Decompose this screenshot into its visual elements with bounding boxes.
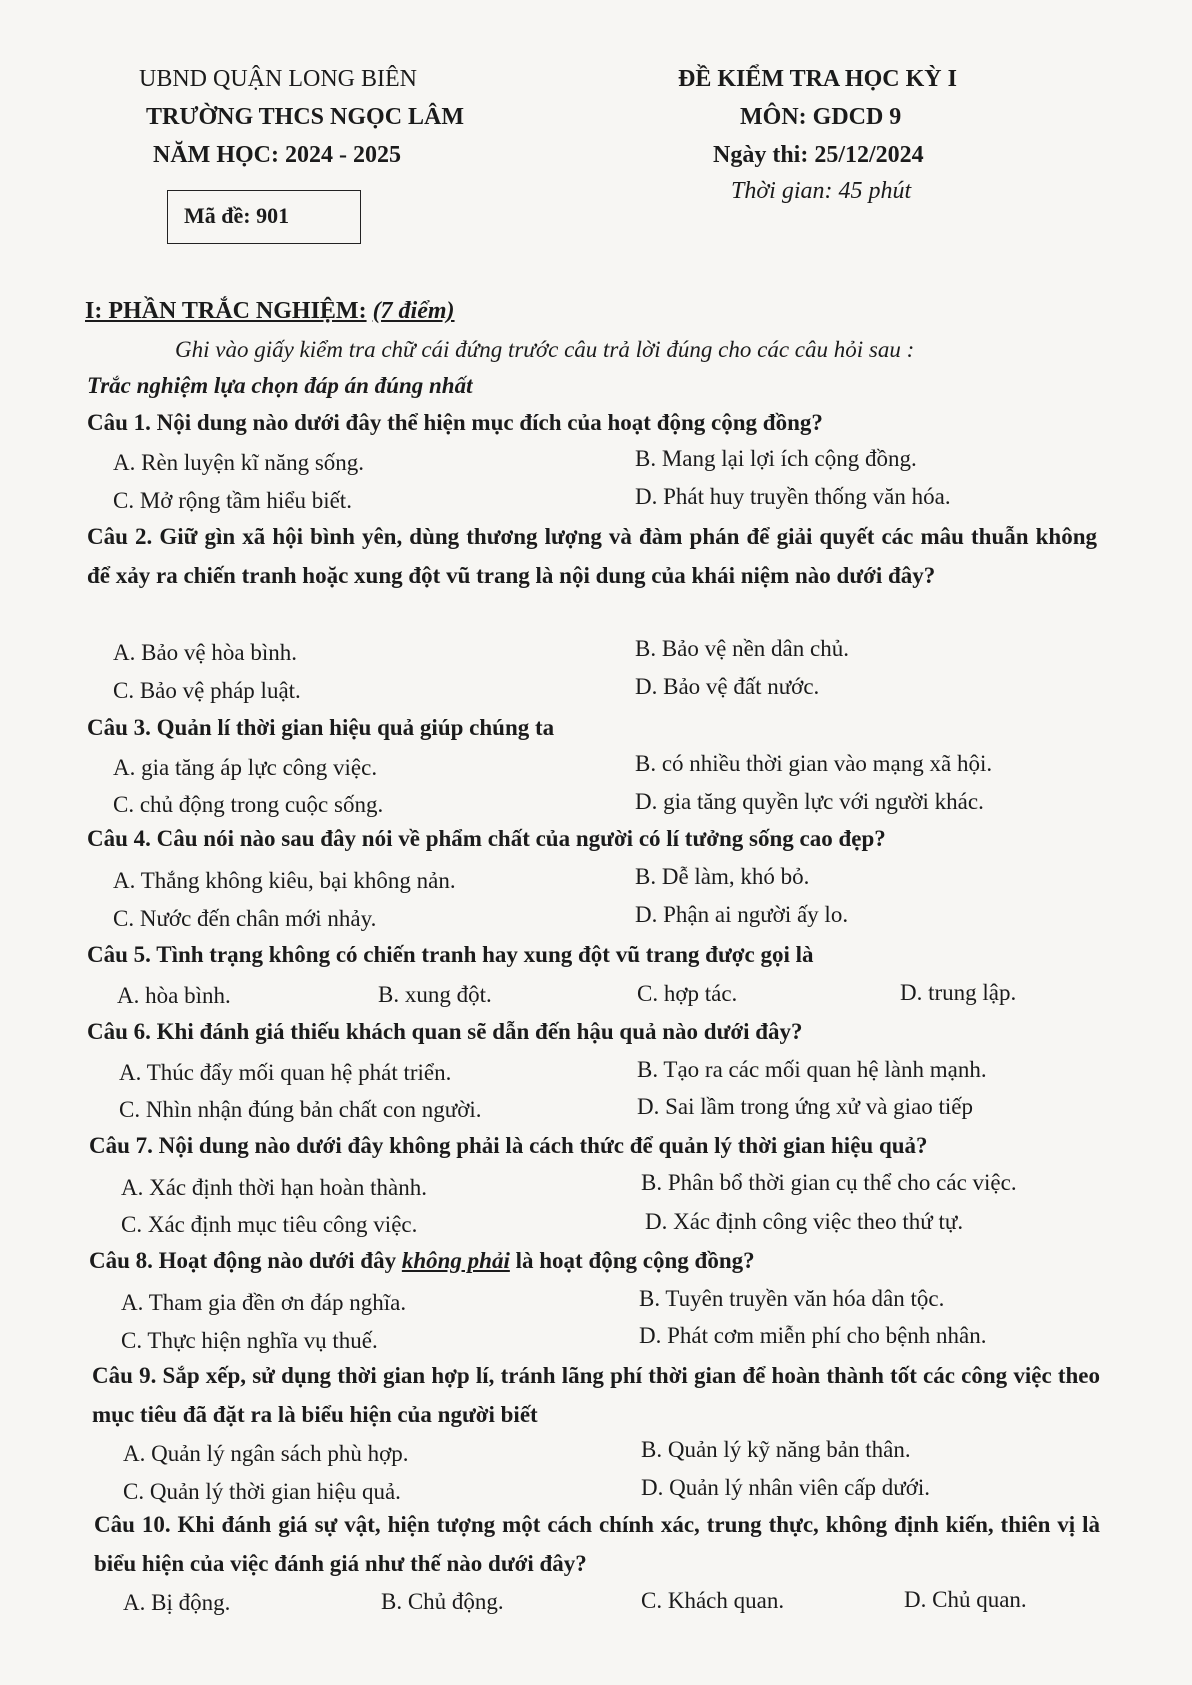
school-name: TRƯỜNG THCS NGỌC LÂM [146,104,465,130]
q8-option-c: C. Thực hiện nghĩa vụ thuế. [121,1328,378,1353]
q6-option-c: C. Nhìn nhận đúng bản chất con người. [119,1097,482,1122]
q9-option-b: B. Quản lý kỹ năng bản thân. [641,1437,911,1462]
section-instruction: Ghi vào giấy kiểm tra chữ cái đứng trước câu trả lời đúng cho các câu hỏi sau : [175,337,915,362]
q10-option-b: B. Chủ động. [381,1589,504,1614]
q6-option-b: B. Tạo ra các mối quan hệ lành mạnh. [637,1057,987,1082]
q9-option-c: C. Quản lý thời gian hiệu quả. [123,1479,401,1504]
question-5: Câu 5. Tình trạng không có chiến tranh hay xung đột vũ trang được gọi là [87,942,814,967]
q2-option-c: C. Bảo vệ pháp luật. [113,678,301,703]
exam-title: ĐỀ KIỂM TRA HỌC KỲ I [678,66,957,92]
q8-text-post: là hoạt động cộng đồng? [509,1248,755,1273]
q6-option-d: D. Sai lầm trong ứng xử và giao tiếp [637,1094,974,1119]
q5-option-b: B. xung đột. [378,982,492,1007]
question-4: Câu 4. Câu nói nào sau đây nói về phẩm chất của người có lí tưởng sống cao đẹp? [87,826,886,851]
exam-code: Mã đề: 901 [184,203,290,228]
q10-option-c: C. Khách quan. [641,1588,785,1613]
q3-option-c: C. chủ động trong cuộc sống. [113,792,384,817]
exam-duration: Thời gian: 45 phút [731,178,912,204]
school-year: NĂM HỌC: 2024 - 2025 [153,142,401,168]
question-6: Câu 6. Khi đánh giá thiếu khách quan sẽ dẫn đến hậu quả nào dưới đây? [87,1019,803,1044]
q7-option-a: A. Xác định thời hạn hoàn thành. [121,1175,427,1200]
q10-option-a: A. Bị động. [123,1590,231,1615]
question-2: Câu 2. Giữ gìn xã hội bình yên, dùng thương lượng và đàm phán để giải quyết các mâu thuẫn không để xảy ra chiến tranh hoặc xung đột vũ trang là nội dung của khái niệm nào dưới đây? [87,524,1097,588]
question-7: Câu 7. Nội dung nào dưới đây không phải là cách thức để quản lý thời gian hiệu quả? [89,1133,928,1158]
q5-option-d: D. trung lập. [900,980,1017,1005]
q3-option-b: B. có nhiều thời gian vào mạng xã hội. [635,751,993,776]
q3-option-d: D. gia tăng quyền lực với người khác. [635,789,984,814]
q4-option-b: B. Dễ làm, khó bỏ. [635,864,810,889]
district-name: UBND QUẬN LONG BIÊN [139,66,417,92]
q9-option-d: D. Quản lý nhân viên cấp dưới. [641,1475,931,1500]
question-10: Câu 10. Khi đánh giá sự vật, hiện tượng một cách chính xác, trung thực, không định kiến, thiên vị là biểu hiện của việc đánh giá như thế nào dưới đây? [94,1512,1100,1576]
q1-option-a: A. Rèn luyện kĩ năng sống. [113,450,365,475]
exam-date: Ngày thi: 25/12/2024 [713,142,924,168]
q4-option-d: D. Phận ai người ấy lo. [635,902,849,927]
q7-option-c: C. Xác định mục tiêu công việc. [121,1212,418,1237]
question-3: Câu 3. Quản lí thời gian hiệu quả giúp chúng ta [87,715,555,740]
question-1: Câu 1. Nội dung nào dưới đây thể hiện mục đích của hoạt động cộng đồng? [87,410,823,435]
q7-option-b: B. Phân bổ thời gian cụ thể cho các việc. [641,1170,1017,1195]
section-points: (7 điểm) [372,298,455,324]
q2-option-b: B. Bảo vệ nền dân chủ. [635,636,849,661]
q2-option-a: A. Bảo vệ hòa bình. [113,640,297,665]
q2-option-d: D. Bảo vệ đất nước. [635,674,820,699]
q5-option-a: A. hòa bình. [117,983,231,1008]
q3-option-a: A. gia tăng áp lực công việc. [113,755,378,780]
q8-text-emphasis: không phải [401,1248,510,1273]
q9-option-a: A. Quản lý ngân sách phù hợp. [123,1441,409,1466]
q4-option-a: A. Thắng không kiêu, bại không nản. [113,868,456,893]
question-9: Câu 9. Sắp xếp, sử dụng thời gian hợp lí, tránh lãng phí thời gian để hoàn thành tốt các công việc theo mục tiêu đã đặt ra là biểu hiện của người biết [92,1363,1100,1427]
q8-text-pre: Câu 8. Hoạt động nào dưới đây [89,1248,402,1273]
question-8 [89,1248,755,1274]
exam-subject: MÔN: GDCD 9 [740,104,902,130]
q1-option-c: C. Mở rộng tầm hiểu biết. [113,488,352,513]
q4-option-c: C. Nước đến chân mới nhảy. [113,906,377,931]
q6-option-a: A. Thúc đẩy mối quan hệ phát triển. [119,1060,452,1085]
section-subheading: Trắc nghiệm lựa chọn đáp án đúng nhất [87,373,473,398]
exam-code-box [167,190,361,244]
q1-option-d: D. Phát huy truyền thống văn hóa. [635,484,951,509]
q10-option-d: D. Chủ quan. [904,1587,1027,1612]
q8-option-a: A. Tham gia đền ơn đáp nghĩa. [121,1290,407,1315]
q8-option-b: B. Tuyên truyền văn hóa dân tộc. [639,1286,945,1311]
q8-option-d: D. Phát cơm miễn phí cho bệnh nhân. [639,1323,987,1348]
q5-option-c: C. hợp tác. [637,981,738,1006]
section-title [85,298,455,325]
q7-option-d: D. Xác định công việc theo thứ tự. [645,1209,964,1234]
section-title-text: I: PHẦN TRẮC NGHIỆM: [85,298,367,324]
q1-option-b: B. Mang lại lợi ích cộng đồng. [635,446,917,471]
